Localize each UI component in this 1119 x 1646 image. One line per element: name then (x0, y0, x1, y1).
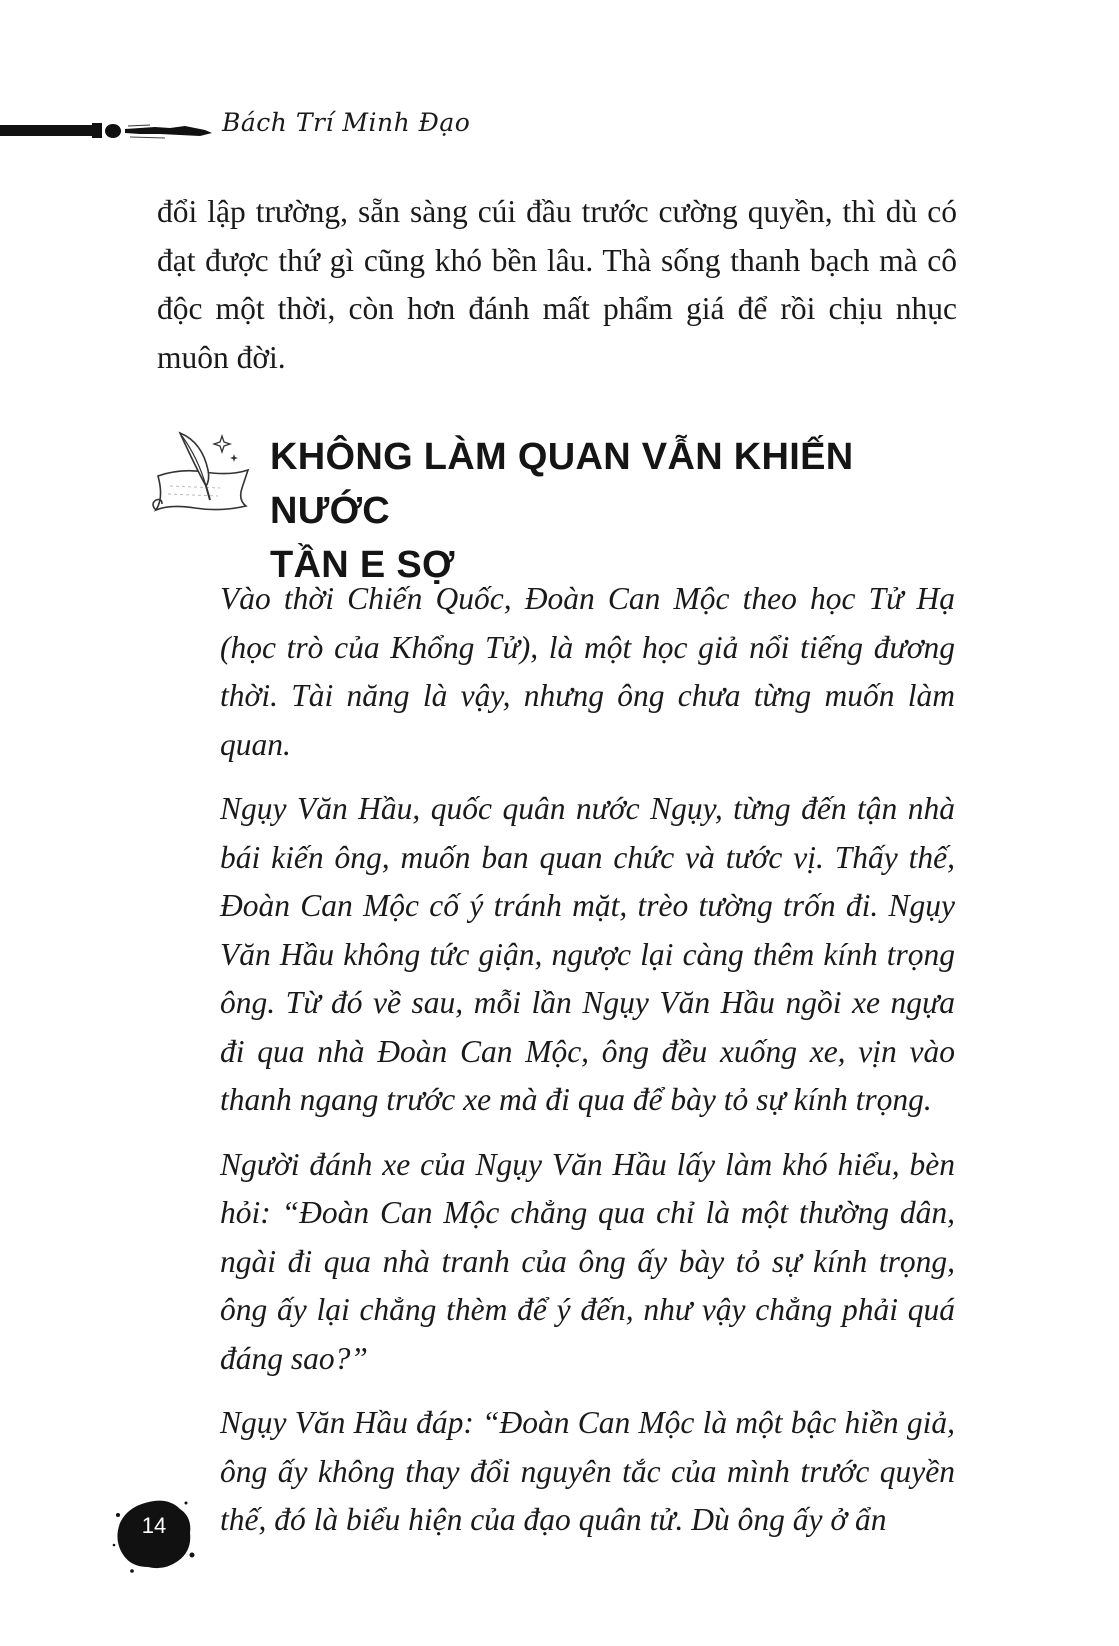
section-title (270, 430, 950, 592)
section-title-line-1: KHÔNG LÀM QUAN VẪN KHIẾN NƯỚC (270, 436, 854, 532)
story-paragraph: Người đánh xe của Ngụy Văn Hầu lấy làm khó hiểu, bèn hỏi: “Đoàn Can Mộc chẳng qua chỉ là một thường dân, ngài đi qua nhà tranh của ông ấy bày tỏ sự kính trọng, ông ấy lại chẳng thèm để ý đến, như vậy chẳng phải quá đáng sao?” (220, 1146, 955, 1376)
story-body (220, 575, 955, 1561)
quill-scroll-icon (150, 428, 255, 518)
page-number: 14 (141, 1513, 167, 1538)
story-paragraph: Ngụy Văn Hầu đáp: “Đoàn Can Mộc là một bậc hiền giả, ông ấy không thay đổi nguyên tắc của mình trước quyền thế, đó là biểu hiện của đạo quân tử. Dù ông ấy ở ẩn (220, 1405, 955, 1537)
intro-paragraph: đổi lập trường, sẵn sàng cúi đầu trước cường quyền, thì dù có đạt được thứ gì cũng khó bền lâu. Thà sống thanh bạch mà cô độc một thời, còn hơn đánh mất phẩm giá để rồi chịu nhục muôn đời. (157, 194, 957, 375)
story-paragraph: Ngụy Văn Hầu, quốc quân nước Ngụy, từng đến tận nhà bái kiến ông, muốn ban quan chức và tước vị. Thấy thế, Đoàn Can Mộc cố ý tránh mặt, trèo tường trốn đi. Ngụy Văn Hầu không tức giận, ngược lại càng thêm kính trọng ông. Từ đó về sau, mỗi lần Ngụy Văn Hầu ngồi xe ngựa đi qua nhà Đoàn Can Mộc, ông đều xuống xe, vịn vào thanh ngang trước xe mà đi qua để bày tỏ sự kính trọng. (220, 791, 955, 1117)
running-title: Bách Trí Minh Đạo (222, 108, 471, 137)
story-paragraph: Vào thời Chiến Quốc, Đoàn Can Mộc theo học Tử Hạ (học trò của Khổng Tử), là một học giả nổi tiếng đương thời. Tài năng là vậy, nhưng ông chưa từng muốn làm quan. (220, 581, 955, 762)
section-title-line-2: TẦN E SỢ (270, 544, 455, 586)
ink-brush-stroke-icon (0, 112, 220, 152)
